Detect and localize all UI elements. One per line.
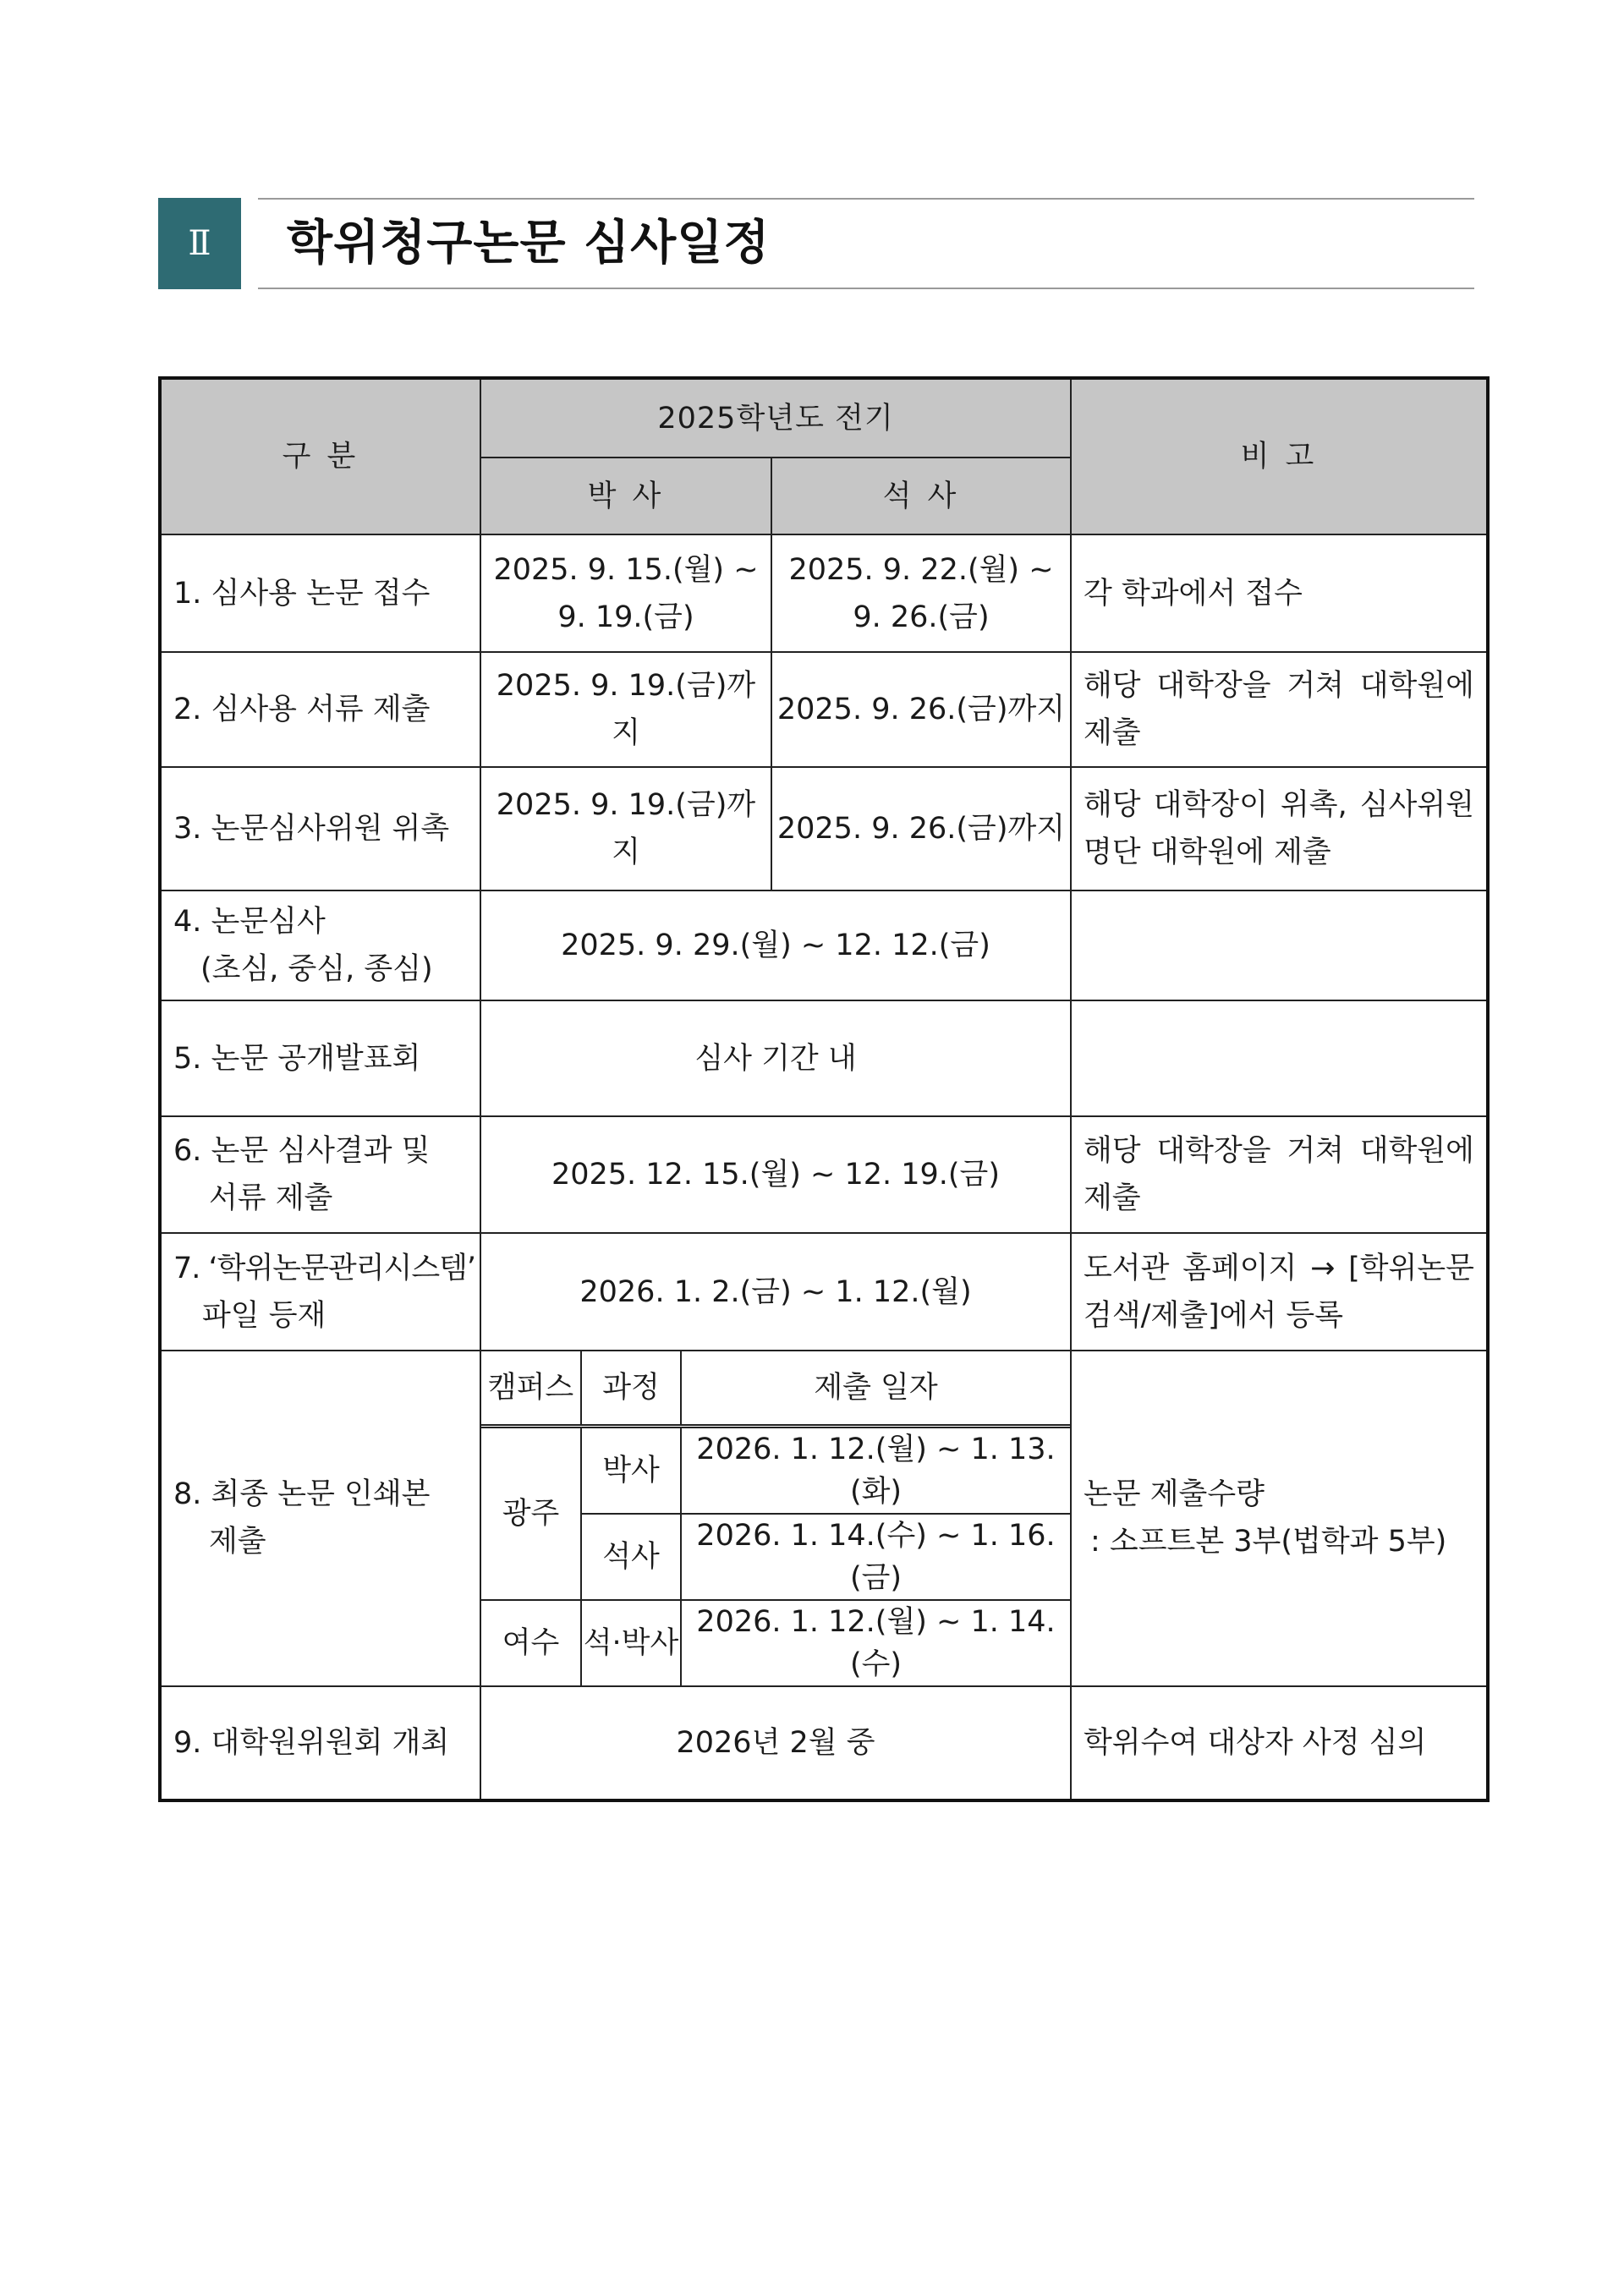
table-row: [160, 652, 1488, 767]
row-remarks: 해당 대학장이 위촉, 심사위원 명단 대학원에 제출: [1071, 767, 1488, 890]
submission-date: 2026. 1. 12.(월) ~ 1. 13.(화): [681, 1426, 1070, 1514]
row-label-sub: 서류 제출: [209, 1181, 333, 1215]
master-date: 2025. 9. 22.(월) ~ 9. 26.(금): [771, 534, 1071, 652]
course-doctor: 박사: [581, 1426, 681, 1514]
review-period: 2026년 2월 중: [480, 1686, 1071, 1800]
list-item: [481, 1426, 1070, 1514]
header-remarks: 비 고: [1071, 378, 1488, 534]
table-row: [160, 1351, 1488, 1686]
row-label-cell: [160, 890, 480, 1000]
table-row: [160, 767, 1488, 890]
campus-yeosu: 여수: [481, 1600, 581, 1685]
row-remarks: 논문 제출수량: [1084, 1477, 1265, 1512]
row-remarks-sub: : 소프트본 3부(법학과 5부): [1090, 1525, 1447, 1559]
table-row: [160, 1686, 1488, 1800]
row-remarks: 학위수여 대상자 사정 심의: [1071, 1686, 1488, 1800]
review-period: 심사 기간 내: [480, 1000, 1071, 1116]
header-master: 석 사: [771, 458, 1071, 534]
row-label-sub: (초심, 중심, 종심): [200, 952, 433, 986]
table-row: [160, 1000, 1488, 1116]
doctor-date: 2025. 9. 15.(월) ~ 9. 19.(금): [480, 534, 771, 652]
row-label-cell: [160, 1233, 480, 1351]
doctor-date: 2025. 9. 19.(금)까지: [480, 767, 771, 890]
row-remarks: 각 학과에서 접수: [1071, 534, 1488, 652]
master-date: 2025. 9. 26.(금)까지: [771, 652, 1071, 767]
row-label: 2. 심사용 서류 제출: [160, 652, 480, 767]
row-remarks: [1071, 1000, 1488, 1116]
table-row: [160, 1233, 1488, 1351]
header-term: 2025학년도 전기: [480, 378, 1071, 458]
doctor-date: 2025. 9. 19.(금)까지: [480, 652, 771, 767]
row-remarks: 도서관 홈페이지 → [학위논문검색/제출]에서 등록: [1071, 1233, 1488, 1351]
campus-gwangju: 광주: [481, 1426, 581, 1600]
row-label-cell: [160, 1116, 480, 1233]
row-remarks: 해당 대학장을 거쳐 대학원에 제출: [1071, 652, 1488, 767]
row-label: 4. 논문심사: [173, 905, 326, 939]
row-label: 8. 최종 논문 인쇄본: [173, 1477, 431, 1512]
section-number-badge: Ⅱ: [158, 198, 241, 289]
table-row: [160, 1116, 1488, 1233]
row-remarks-cell: [1071, 1351, 1488, 1686]
sub-header-course: 과정: [581, 1351, 681, 1426]
section-rule-bottom: [258, 288, 1474, 289]
section-rule-top: [258, 198, 1474, 200]
row-label: 6. 논문 심사결과 및: [173, 1134, 431, 1168]
list-item: [481, 1600, 1070, 1685]
table-row: [160, 890, 1488, 1000]
header-row: [160, 378, 1488, 458]
sub-header-row: [481, 1351, 1070, 1426]
sub-header-campus: 캠퍼스: [481, 1351, 581, 1426]
header-doctor: 박 사: [480, 458, 771, 534]
header-category: 구 분: [160, 378, 480, 534]
row-remarks: 해당 대학장을 거쳐 대학원에 제출: [1071, 1116, 1488, 1233]
section-header: [158, 198, 1474, 291]
row-label: 7. ‘학위논문관리시스템’: [173, 1251, 476, 1285]
row-label-sub: 제출: [209, 1525, 266, 1559]
review-period: 2025. 12. 15.(월) ~ 12. 19.(금): [480, 1116, 1071, 1233]
row-label: 5. 논문 공개발표회: [160, 1000, 480, 1116]
row-label: 3. 논문심사위원 위촉: [160, 767, 480, 890]
table-row: [160, 534, 1488, 652]
course-master-doctor: 석·박사: [581, 1600, 681, 1685]
submission-date: 2026. 1. 14.(수) ~ 1. 16.(금): [681, 1514, 1070, 1600]
section-title: 학위청구논문 심사일정: [287, 216, 771, 271]
row-label: 9. 대학원위원회 개최: [160, 1686, 480, 1800]
course-master: 석사: [581, 1514, 681, 1600]
review-period: 2025. 9. 29.(월) ~ 12. 12.(금): [480, 890, 1071, 1000]
row-remarks: [1071, 890, 1488, 1000]
row-label-cell: [160, 1351, 480, 1686]
final-submission-table: [481, 1351, 1070, 1685]
review-period: 2026. 1. 2.(금) ~ 1. 12.(월): [480, 1233, 1071, 1351]
submission-date: 2026. 1. 12.(월) ~ 1. 14.(수): [681, 1600, 1070, 1685]
sub-header-date: 제출 일자: [681, 1351, 1070, 1426]
row-label: 1. 심사용 논문 접수: [160, 534, 480, 652]
schedule-table: [158, 376, 1490, 1802]
row-label-sub: 파일 등재: [202, 1298, 326, 1333]
master-date: 2025. 9. 26.(금)까지: [771, 767, 1071, 890]
final-submission-cell: [480, 1351, 1071, 1686]
